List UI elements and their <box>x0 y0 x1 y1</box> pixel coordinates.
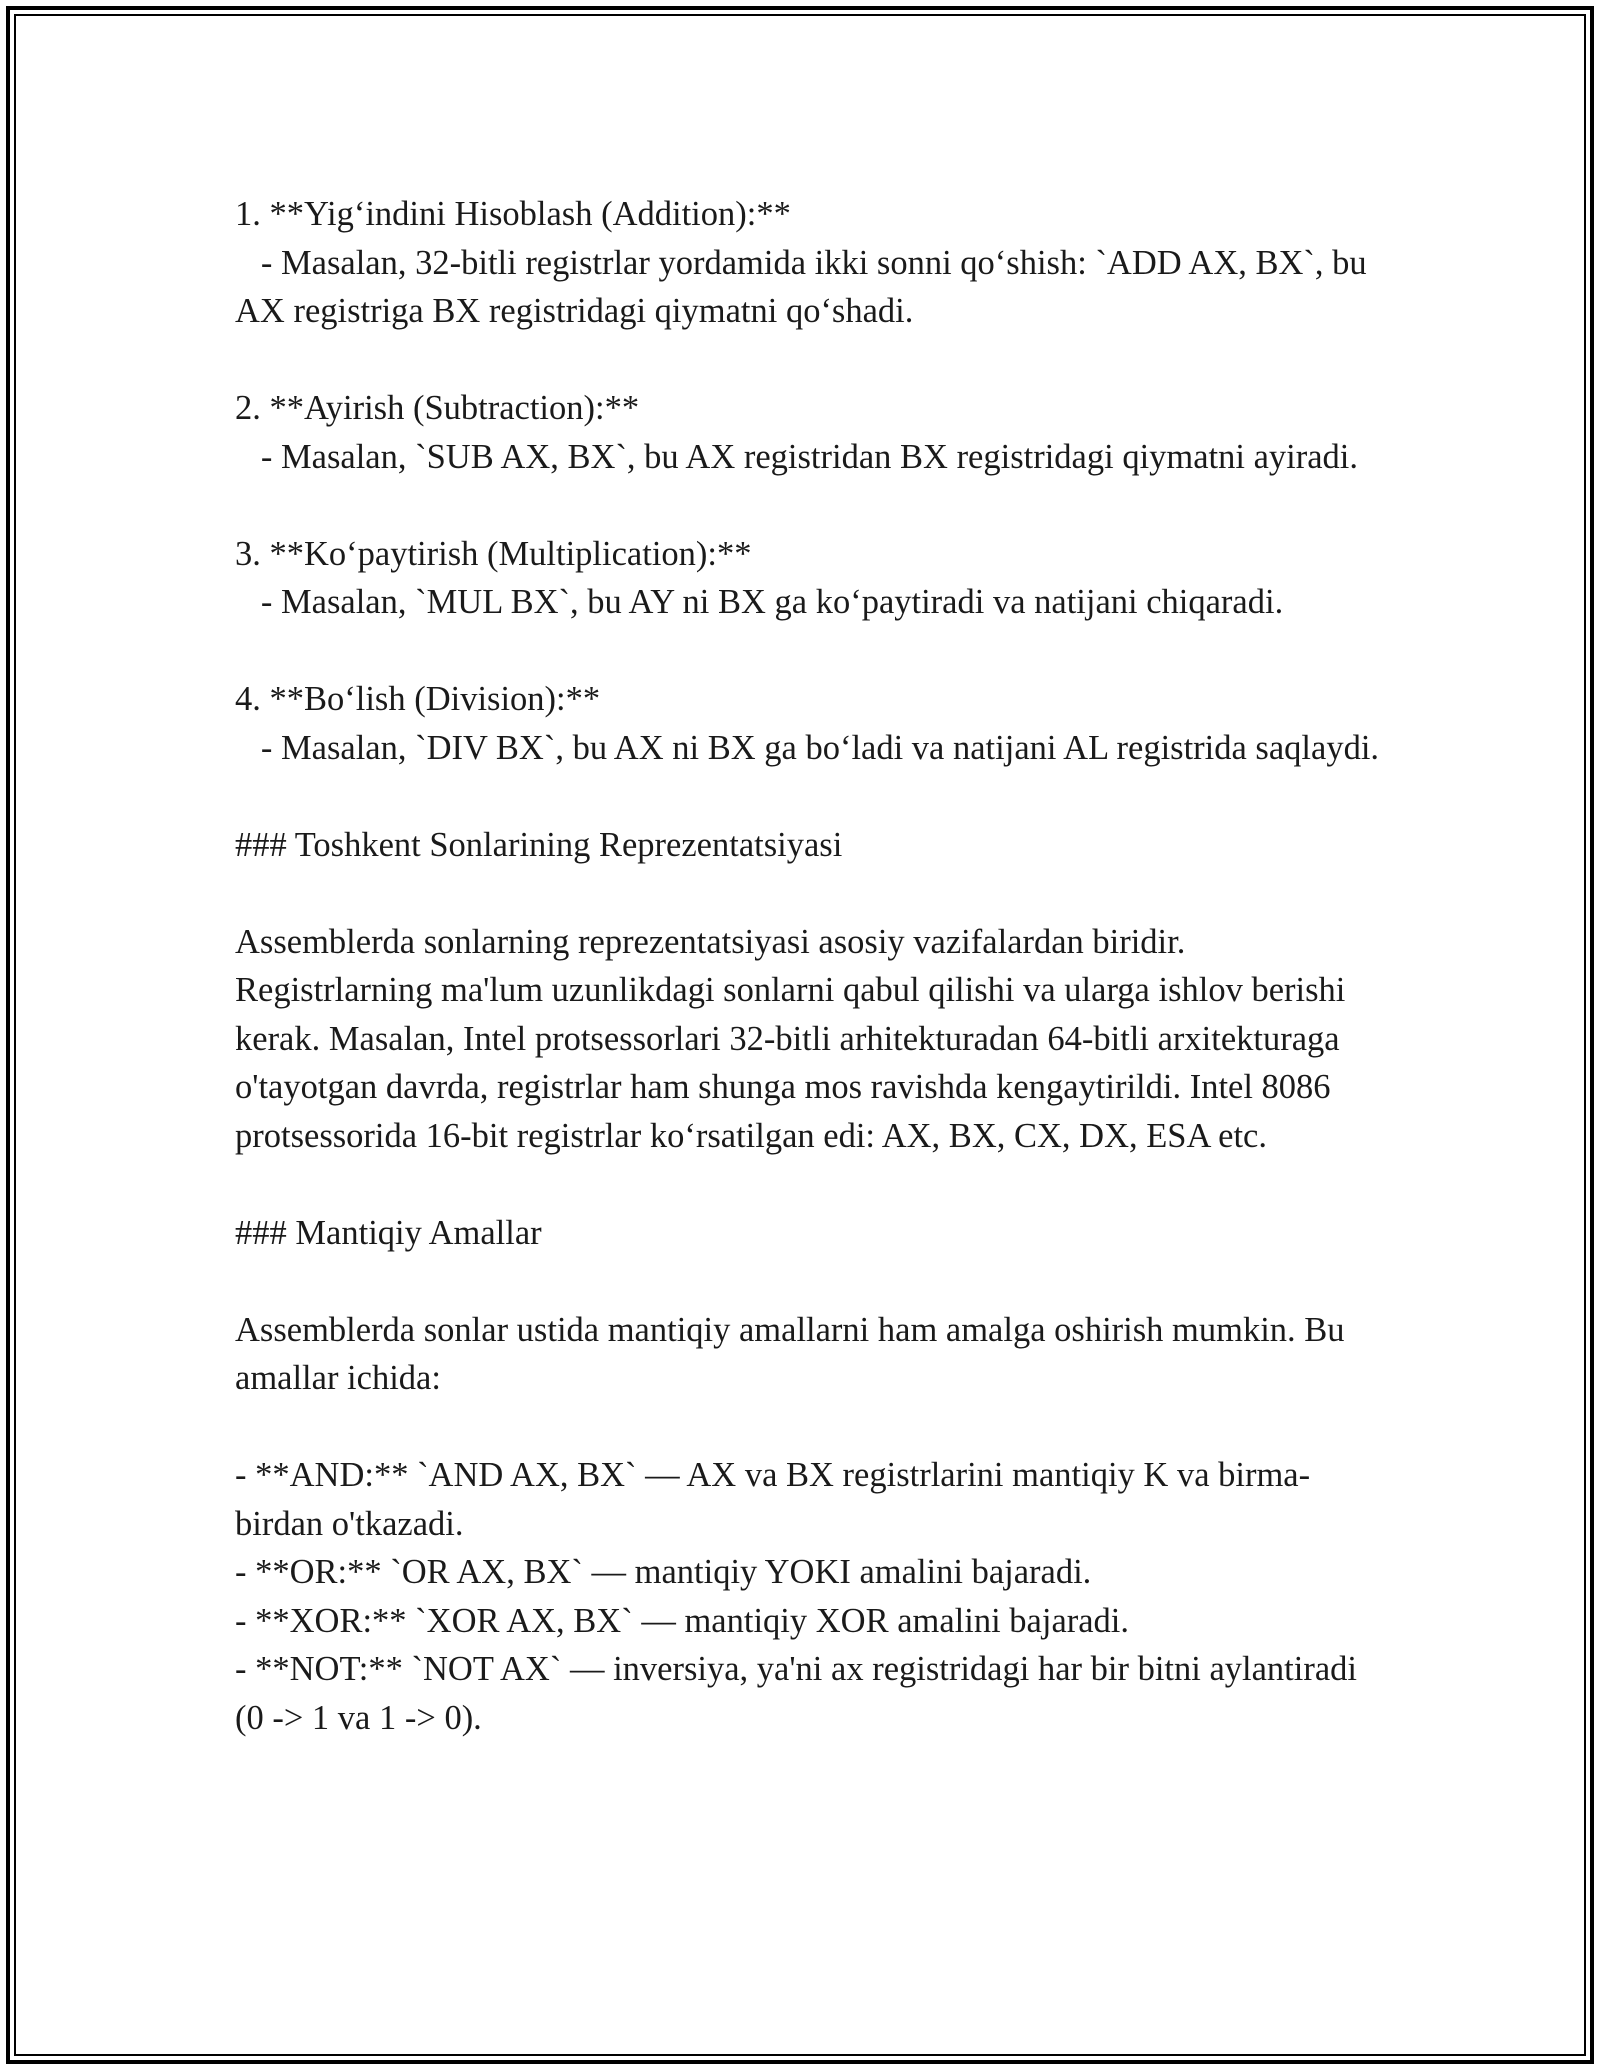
spacer <box>235 1160 1385 1209</box>
list-item-multiplication-heading: 3. **Ko‘paytirish (Multiplication):** <box>235 534 752 573</box>
spacer <box>235 336 1385 385</box>
list-item-multiplication-example: - Masalan, `MUL BX`, bu AY ni BX ga ko‘paytiradi va natijani chiqaradi. <box>235 583 1284 621</box>
list-item-not: - **NOT:** `NOT AX` — inversiya, ya'ni ax registridagi har bir bitni aylantiradi (0 -> 1 va 1 -> 0). <box>235 1650 1366 1737</box>
section-heading-logical: ### Mantiqiy Amallar <box>235 1213 542 1252</box>
section-heading-representation: ### Toshkent Sonlarining Reprezentatsiyasi <box>235 825 843 864</box>
list-item-division-example: - Masalan, `DIV BX`, bu AX ni BX ga bo‘ladi va natijani AL registrida saqlaydi. <box>235 728 1380 767</box>
spacer <box>235 627 1385 676</box>
list-item-subtraction-heading: 2. **Ayirish (Subtraction):** <box>235 389 640 427</box>
spacer <box>235 772 1385 821</box>
list-item-and: - **AND:** `AND AX, BX` — AX va BX registrlarini mantiqiy K va birma-birdan o'tkazadi. <box>235 1456 1311 1543</box>
list-item-addition-example: - Masalan, 32-bitli registrlar yordamida ikki sonni qo‘shish: `ADD AX, BX`, bu AX registriga BX registridagi qiymatni qo‘shadi. <box>235 243 1374 330</box>
document-body <box>235 190 1385 1742</box>
list-item-xor: - **XOR:** `XOR AX, BX` — mantiqiy XOR amalini bajaradi. <box>235 1601 1130 1640</box>
list-item-addition-heading: 1. **Yig‘indini Hisoblash (Addition):** <box>235 195 791 233</box>
paragraph-logical-intro: Assemblerda sonlar ustida mantiqiy amallarni ham amalga oshirish mumkin. Bu amallar ichida: <box>235 1310 1354 1397</box>
list-item-subtraction-example: - Masalan, `SUB AX, BX`, bu AX registridan BX registridagi qiymatni ayiradi. <box>235 437 1359 476</box>
spacer <box>235 481 1385 530</box>
list-item-or: - **OR:** `OR AX, BX` — mantiqiy YOKI amalini bajaradi. <box>235 1553 1092 1591</box>
spacer <box>235 1257 1385 1306</box>
spacer <box>235 869 1385 918</box>
list-item-division-heading: 4. **Bo‘lish (Division):** <box>235 680 601 718</box>
paragraph-representation: Assemblerda sonlarning reprezentatsiyasi asosiy vazifalardan biridir. Registrlarning ma'lum uzunlikdagi sonlarni qabul qilishi va ularga ishlov berishi kerak. Masalan, Intel protsessorlari 32-bitli arhitekturadan 64-bitli arxitekturaga o'tayotgan davrda, registrlar ham shunga mos ravishda kengaytirildi. Intel 8086 protsessorida 16-bit registrlar ko‘rsatilgan edi: AX, BX, CX, DX, ESA etc. <box>235 922 1354 1155</box>
spacer <box>235 1403 1385 1452</box>
